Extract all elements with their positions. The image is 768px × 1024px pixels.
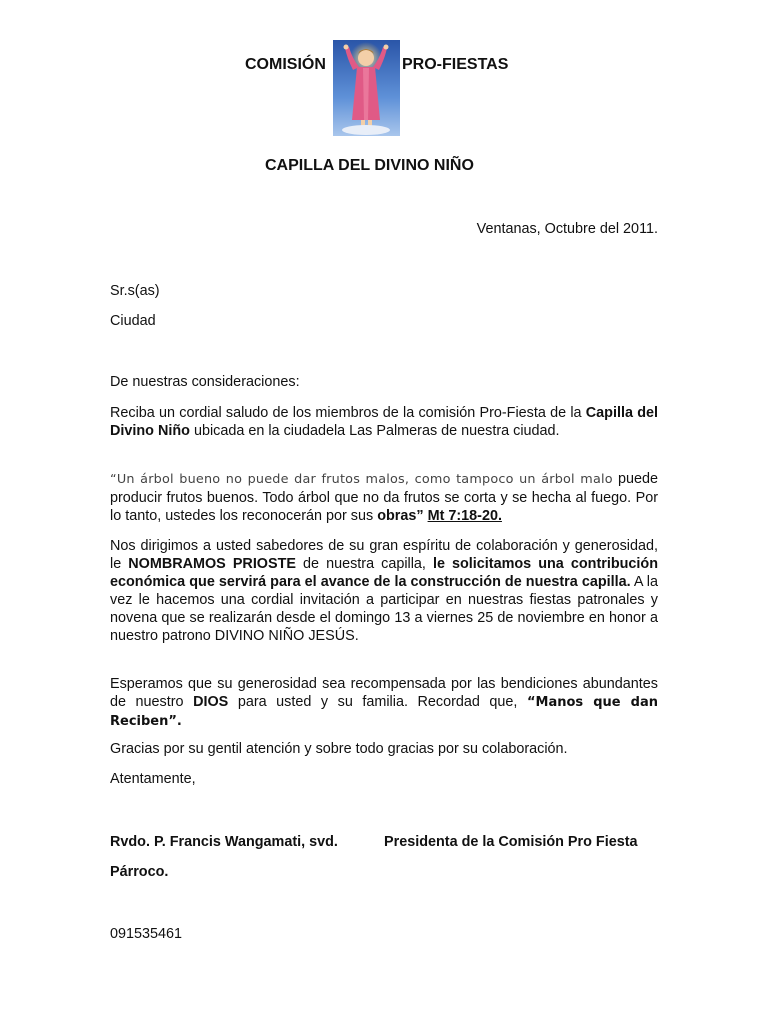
bible-reference: Mt 7:18-20. <box>427 508 502 524</box>
dios-emphasis: DIOS <box>193 694 229 710</box>
signature-president-title: Presidenta de la Comisión Pro Fiesta <box>384 834 638 850</box>
paragraph-text: puede producir frutos buenos. Todo árbol que no da frutos se corta y se hecha al fuego. Por lo tanto, ustedes los reconocerán por sus <box>110 471 659 524</box>
quote-text: “Un árbol bueno no puede dar frutos malos, como tampoco un árbol malo <box>110 472 613 487</box>
paragraph-thanks: Gracias por su gentil atención y sobre todo gracias por su colaboración. <box>110 741 568 757</box>
paragraph-text: Nos dirigimos a usted sabedores de su gran espíritu de colaboración y generosidad, le <box>110 538 658 572</box>
paragraph-text: A la vez le hacemos una cordial invitación a participar en nuestras fiestas patronales y novena que se realizarán desde el domingo 13 a viernes 25 de noviembre en honor a nuestro patrono DIVINO NIÑO JESÚS. <box>110 574 658 644</box>
paragraph-blessing <box>110 675 658 731</box>
paragraph-request <box>110 537 658 645</box>
paragraph-greeting <box>110 404 658 440</box>
paragraph-text: para usted y su familia. Recordad que, <box>228 694 527 710</box>
letter-date: Ventanas, Octubre del 2011. <box>476 221 658 237</box>
closing: Atentamente, <box>110 771 196 787</box>
header-left-word: COMISIÓN <box>245 56 326 73</box>
salutation-city: Ciudad <box>110 313 156 329</box>
quote-emphasis: obras” <box>377 508 424 524</box>
paragraph-text: Esperamos que su generosidad sea recompensada por las bendiciones abundantes de nuestro <box>110 676 658 710</box>
opening-line: De nuestras consideraciones: <box>110 374 300 390</box>
paragraph-text: de nuestra capilla, <box>296 556 433 572</box>
salutation: Sr.s(as) <box>110 283 160 299</box>
page-title: CAPILLA DEL DIVINO NIÑO <box>265 157 474 174</box>
phone-number: 091535461 <box>110 926 183 942</box>
header-right-word: PRO-FIESTAS <box>402 56 509 73</box>
signature-priest-name: Rvdo. P. Francis Wangamati, svd. <box>110 834 338 850</box>
contribution-request: le solicitamos una contribución económica que servirá para el avance de la construcción de nuestra capilla. <box>110 556 658 590</box>
chapel-name: Capilla del Divino Niño <box>110 405 658 439</box>
signature-priest-role: Párroco. <box>110 864 169 880</box>
paragraph-bible-quote <box>110 470 658 525</box>
prioste-emphasis: NOMBRAMOS PRIOSTE <box>128 556 296 572</box>
manos-quote: “Manos que dan Reciben”. <box>110 695 658 729</box>
paragraph-text: Reciba un cordial saludo de los miembros de la comisión Pro-Fiesta de la <box>110 405 586 421</box>
paragraph-text: ubicada en la ciudadela Las Palmeras de nuestra ciudad. <box>189 423 560 439</box>
divino-nino-image <box>333 40 400 136</box>
